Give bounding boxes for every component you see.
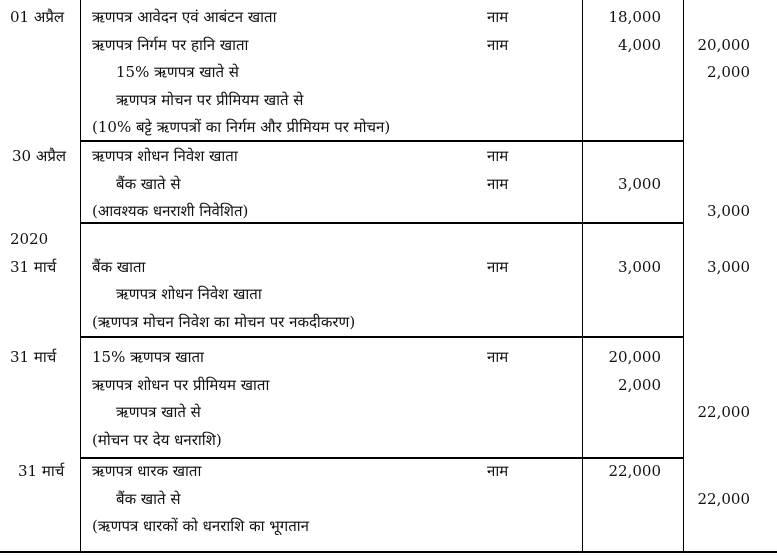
entry-particulars: ऋणपत्र शोधन निवेश खाता [116,285,262,303]
entry-particulars: (10% बट्टे ऋणपत्रों का निर्गम और प्रीमियम पर मोचन) [92,118,391,136]
entry-date: 31 मार्च [18,462,65,480]
entry-date: 31 मार्च [10,258,57,276]
entry-particulars: 15% ऋणपत्र खाते से [116,63,239,81]
table-bottom-rule [0,551,777,553]
entry-particulars: बैंक खाता [92,258,146,276]
entry-particulars: ऋणपत्र आवेदन एवं आबंटन खाता [92,8,277,26]
column-divider [80,0,81,552]
credit-amount: 3,000 [707,202,750,220]
entry-particulars: ऋणपत्र खाते से [116,403,201,421]
entry-particulars: बैंक खाते से [116,175,181,193]
entry-particulars: ऋणपत्र शोधन निवेश खाता [92,147,238,165]
entry-separator [80,140,683,142]
entry-particulars: (ऋणपत्र मोचन निवेश का मोचन पर नकदीकरण) [92,313,356,331]
debit-amount: 22,000 [608,462,661,480]
entry-date: 31 मार्च [10,348,57,366]
entry-date: 01 अप्रैल [10,8,65,26]
dr-marker: नाम [487,8,509,26]
dr-marker: नाम [487,36,509,54]
dr-marker: नाम [487,258,509,276]
entry-particulars: ऋणपत्र निर्गम पर हानि खाता [92,36,249,54]
entry-date: 30 अप्रैल [12,147,67,165]
credit-amount: 22,000 [697,490,750,508]
entry-particulars: ऋणपत्र मोचन पर प्रीमियम खाते से [116,91,304,109]
debit-amount: 2,000 [618,376,661,394]
dr-marker: नाम [487,147,509,165]
debit-amount: 4,000 [618,36,661,54]
credit-amount: 20,000 [697,36,750,54]
entry-particulars: (ऋणपत्र धारकों को धनराशि का भूगतान [92,517,309,535]
column-divider [683,0,684,552]
entry-separator [80,457,683,459]
credit-amount: 2,000 [707,63,750,81]
entry-particulars: ऋणपत्र धारक खाता [92,462,202,480]
dr-marker: नाम [487,462,509,480]
entry-particulars: (आवश्यक धनराशी निवेशित) [92,202,249,220]
credit-amount: 22,000 [697,403,750,421]
dr-marker: नाम [487,175,509,193]
entry-particulars: बैंक खाते से [116,490,181,508]
debit-amount: 20,000 [608,348,661,366]
entry-date: 2020 [10,230,49,248]
entry-separator [80,222,683,224]
entry-particulars: ऋणपत्र शोधन पर प्रीमियम खाता [92,376,270,394]
debit-amount: 18,000 [608,8,661,26]
debit-amount: 3,000 [618,175,661,193]
debit-amount: 3,000 [618,258,661,276]
credit-amount: 3,000 [707,258,750,276]
dr-marker: नाम [487,348,509,366]
entry-particulars: (मोचन पर देय धनराशि) [92,431,222,449]
entry-separator [80,336,683,338]
entry-particulars: 15% ऋणपत्र खाता [92,348,204,366]
